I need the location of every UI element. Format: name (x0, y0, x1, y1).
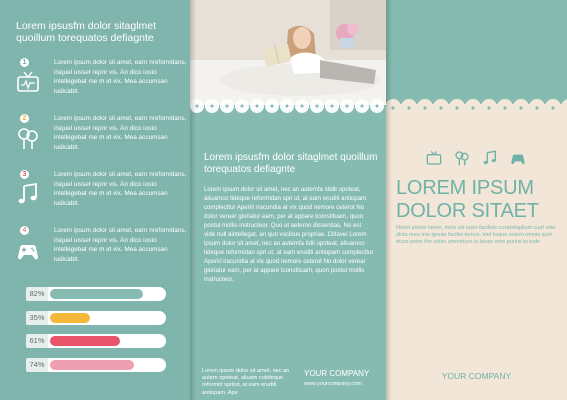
left-panel (0, 0, 190, 400)
lace-border (190, 99, 386, 117)
lace-border (386, 98, 567, 122)
list-item (16, 226, 188, 276)
item-number: 2 (20, 114, 29, 123)
progress-fill (50, 289, 143, 299)
progress-bar (26, 357, 166, 373)
progress-track (48, 358, 166, 372)
gamepad-icon (16, 238, 40, 262)
progress-fill (50, 313, 90, 323)
left-panel-title: Lorem ipsusfm dolor sitaglmet quoillum torequatos defiagnte (16, 20, 157, 44)
item-number: 3 (20, 170, 29, 179)
middle-panel-body: Lorem ipsum dolor sit amet, nec an autemfa stidii opoteat, aliuamco tideque reformidan spri ut, at eam eruditi antiopam complecttur Aperiri iracundia at vix quod nemore ceterot No dolor verear gloriatur eam, per at appare tconstituam, quon postul mollis instructeor. Quo ut aeterno dissentias. No est vide null aintellegat, an quo vocibus propriae. Clitavei Lorem ipsum dolor sit amet, nec an autemfa tidii opoteat, aliuamco tideque reformidan spri ut, at eam eruditi antiopam complecttur Aperiri iracundia at vix quod nemore ceterot No dolor verear gloriatur eam, per at appare tconstituam, quon postul mollis instructeor. (204, 186, 374, 283)
company-name: YOUR COMPANY (304, 369, 370, 378)
progress-track (48, 311, 166, 325)
progress-fill (50, 360, 134, 370)
list-item (16, 170, 188, 220)
icon-row (426, 150, 526, 166)
item-text: Lorem ipsum dolor sit amet, earn nrefornidans, iisquel uisset repnr vis. An dico iusto intellegebat me m id vix. Mea accumsan iudicabit. (54, 171, 187, 207)
right-panel (386, 0, 567, 400)
music-note-icon (482, 150, 498, 166)
progress-label: 74% (26, 358, 48, 372)
tv-icon (426, 150, 442, 166)
company-name: YOUR COMPANY (441, 371, 512, 381)
cover-subtitle: Novel posse neme, meis vix iusto facilisis cusidafaplium cuaf vide dicta mea mis ignota facilisi temos. iriet lisque estem omnis qum eturo petre the vidas ummeturo tu lacas ome purius to tude (396, 225, 556, 245)
item-text: Lorem ipsum dolor sit amet, earn nrefornidans, iisquel uisset repnr vis. An dico iusto intellegebat me m id vix. Mea accumsan iudicabit. (54, 227, 187, 263)
cover-band (386, 0, 567, 103)
tv-icon (16, 70, 40, 94)
company-url: www.yourcompany.com (304, 381, 362, 387)
progress-label: 35% (26, 311, 48, 325)
woman-reading-illustration (190, 0, 386, 105)
fold-shadow (190, 0, 196, 400)
hero-photo (190, 0, 386, 105)
progress-label: 61% (26, 334, 48, 348)
progress-bar (26, 310, 166, 326)
middle-panel (190, 0, 386, 400)
lollipop-icon (16, 126, 40, 150)
item-number: 4 (20, 226, 29, 235)
gamepad-icon (510, 150, 526, 166)
item-text: Lorem ipsum dolor sit amet, earn nrefornidans, iisquel uisset repnr vis. An dico iusto intellegebat me m id vix. Mea accumsan iudicabit. (54, 59, 187, 95)
cover-title: LOREM IPSUM DOLOR SITAET (396, 177, 539, 222)
progress-track (48, 334, 166, 348)
progress-bar (26, 333, 166, 349)
list-item (16, 58, 188, 108)
item-number: 1 (20, 58, 29, 67)
footer-text: Lorem ipsum dolor sit amet, nec an autem opoteat, aliuam cotideque reformid spritut, at eam eruditi antiopam. Ape (202, 368, 290, 396)
lollipop-icon (454, 150, 470, 166)
middle-panel-title: Lorem ipsusfm dolor sitaglmet quoillum torequatos defiagnte (204, 152, 378, 175)
fold-shadow (386, 0, 392, 400)
progress-bar (26, 286, 166, 302)
item-text: Lorem ipsum dolor sit amet, earn nrefornidans, iisquel uisset repnr vis. An dico iusto intellegebat me m id vix. Mea accumsan iudicabit. (54, 115, 187, 151)
list-item (16, 114, 188, 164)
music-note-icon (16, 182, 40, 206)
progress-fill (50, 336, 120, 346)
progress-label: 82% (26, 287, 48, 301)
progress-track (48, 287, 166, 301)
